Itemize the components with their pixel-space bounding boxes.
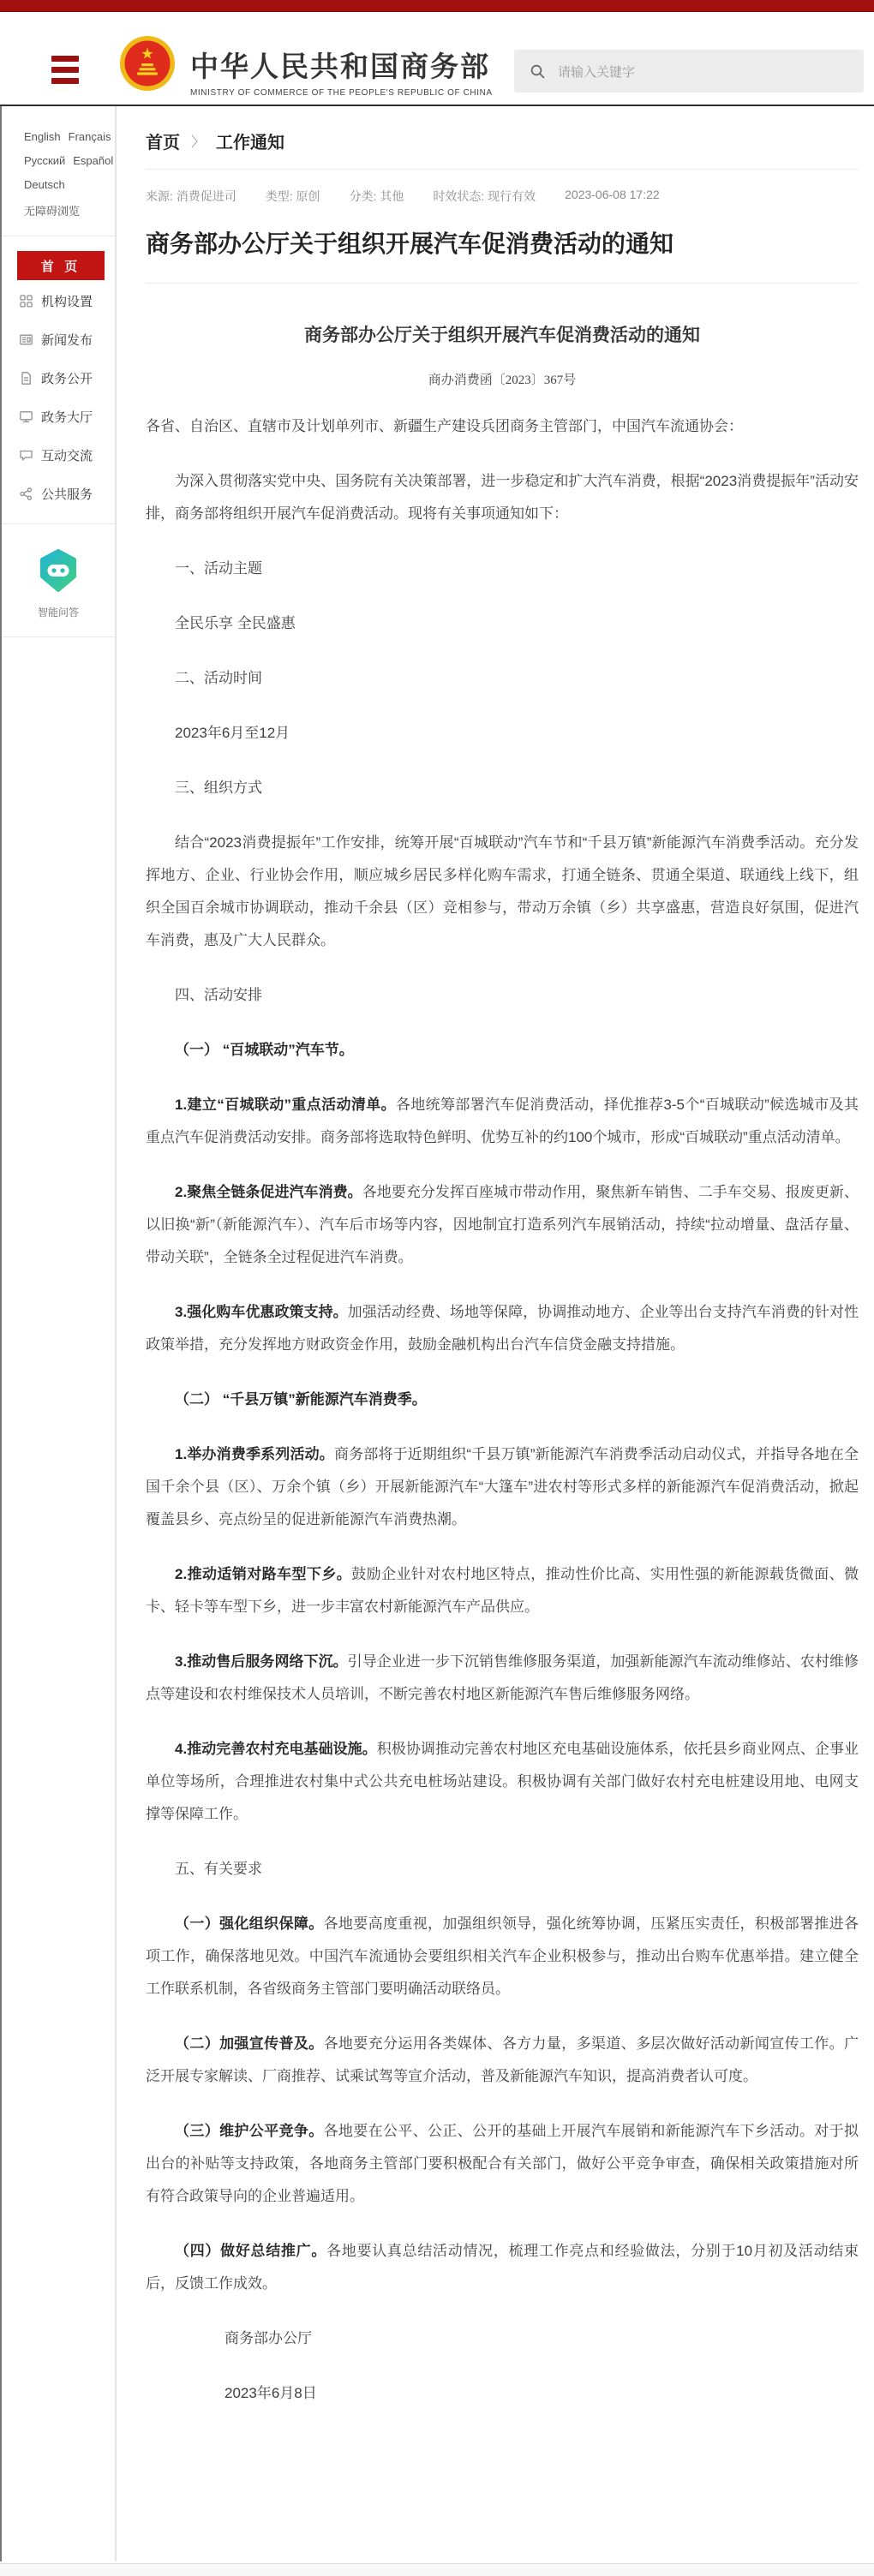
search-icon — [530, 63, 546, 80]
document-paragraphs — [146, 410, 859, 2300]
sidebar-item[interactable] — [2, 359, 115, 397]
document-paragraph — [146, 2028, 859, 2093]
paragraph-text: 三、组织方式 — [175, 780, 262, 797]
paragraph-text: 五、有关要求 — [175, 1861, 262, 1878]
sidebar-item-label: 政务公开 — [41, 372, 93, 386]
breadcrumb-home-link[interactable]: 首页 — [146, 134, 180, 152]
signature-date: 2023年6月8日 — [224, 2385, 317, 2402]
meta-type: 类型: 原创 — [265, 189, 320, 203]
news-icon — [19, 332, 33, 347]
paragraph-text: 各地要充分运用各类媒体、各方力量，多渠道、多层次做好活动新闻宣传工作。广泛开展专家解读、厂商推荐、试乘试驾等宣介活动，普及新能源汽车知识，提高消费者认可度。 — [146, 2035, 859, 2085]
document-title: 商务部办公厅关于组织开展汽车促消费活动的通知 — [304, 325, 700, 346]
language-link[interactable]: Deutsch — [24, 178, 65, 191]
paragraph-text: 商务部将于近期组织“千县万镇”新能源汽车消费季活动启动仪式，并指导各地在全国千余个县（区）、万余个镇（乡）开展新能源汽车“大篷车”进农村等形式多样的新能源汽车促消费活动，掀起覆盖县乡、亮点纷呈的促进新能源汽车消费热潮。 — [146, 1446, 859, 1528]
chat-icon — [19, 448, 33, 463]
sidebar-item-label: 公共服务 — [41, 487, 93, 502]
paragraph-lead: 1.建立“百城联动”重点活动清单。 — [175, 1097, 396, 1114]
paragraph-text: 一、活动主题 — [175, 560, 262, 577]
paragraph-text: 全民乐享 全民盛惠 — [175, 615, 296, 632]
document-paragraph — [146, 717, 859, 750]
document-paragraph — [146, 1908, 859, 2005]
document-paragraph — [146, 2235, 859, 2300]
paragraph-text: 结合“2023消费提振年”工作安排，统筹开展“百城联动”汽车节和“千县万镇”新能源汽车消费季活动。充分发挥地方、企业、行业协会作用，顺应城乡居民多样化购车需求，打通全链条、贯通全渠道、联通线上线下，组织全国百余城市协调联动，推动千余县（区）竞相参与，带动万余镇（乡）共享盛惠，营造良好氛围，促进汽车消费，惠及广大人民群众。 — [146, 834, 859, 949]
paragraph-text: 各地要在公平、公正、公开的基础上开展汽车展销和新能源汽车下乡活动。对于拟出台的补贴等支持政策，各地商务主管部门要积极配合有关部门，做好公平竞争审查，确保相关政策措施对所有符合政策导向的企业普遍适用。 — [146, 2123, 859, 2205]
paragraph-lead: （二）加强宣传普及。 — [175, 2035, 324, 2053]
paragraph-text: 四、活动安排 — [175, 987, 262, 1004]
sidebar-item[interactable] — [2, 475, 115, 513]
document-paragraph — [146, 1384, 859, 1416]
sidebar-item-label: 互动交流 — [41, 449, 93, 463]
breadcrumb-separator-icon: 〉 — [191, 135, 206, 150]
language-link[interactable]: Русский — [24, 154, 66, 167]
paragraph-text: 各地要充分发挥百座城市带动作用，聚焦新车销售、二手车交易、报废更新、以旧换“新”（新能源汽车）、汽车后市场等内容，因地制宜打造系列汽车展销活动，持续“拉动增量、盘活存量、带动关联”，全链条全过程促进汽车消费。 — [146, 1184, 859, 1266]
site-name: 中华人民共和国商务部 — [190, 51, 490, 82]
document-body — [146, 284, 859, 2410]
paragraph-text: 加强活动经费、场地等保障，协调推动地方、企业等出台支持汽车消费的针对性政策举措，充分发挥地方财政资金作用，鼓励金融机构出台汽车信贷金融支持措施。 — [146, 1304, 859, 1354]
document-paragraph — [146, 1089, 859, 1154]
sidebar-item-label: 政务大厅 — [41, 410, 93, 425]
assistant-label: 智能问答 — [37, 607, 79, 619]
sidebar-item[interactable] — [2, 282, 115, 320]
document-paragraph — [146, 1733, 859, 1831]
service-icon — [19, 487, 33, 501]
paragraph-text: 积极协调推动完善农村地区充电基础设施体系，依托县乡商业网点、企事业单位等场所，合理推进农村集中式公共充电桩场站建设。积极协调有关部门做好农村充电桩建设用地、电网支撑等保障工作。 — [146, 1741, 859, 1823]
paragraph-text: 各地要高度重视，加强组织领导，强化统筹协调，压紧压实责任，积极部署推进各项工作，确保落地见效。中国汽车流通协会要组织相关汽车企业积极参与，推动出台购车优惠举措。建立健全工作联系机制，各省级商务主管部门要明确活动联络员。 — [146, 1916, 859, 1998]
paragraph-text: 各省、自治区、直辖市及计划单列市、新疆生产建设兵团商务主管部门，中国汽车流通协会： — [146, 418, 743, 435]
meta-datetime: 2023-06-08 17:22 — [565, 188, 660, 201]
sidebar-item-label: 新闻发布 — [41, 333, 93, 348]
article-meta — [146, 170, 859, 212]
meta-category: 分类: 其他 — [349, 189, 404, 203]
search-placeholder: 请输入关键字 — [558, 64, 636, 80]
sidebar-item[interactable] — [2, 436, 115, 475]
paragraph-text: 鼓励企业针对农村地区特点，推动性价比高、实用性强的新能源载货微面、微卡、轻卡等车型下乡，进一步丰富农村新能源汽车产品供应。 — [146, 1566, 859, 1616]
site-name-english: MINISTRY OF COMMERCE OF THE PEOPLE'S REPUBLIC OF CHINA — [190, 88, 493, 99]
signature-block — [224, 2322, 874, 2410]
paragraph-text: 引导企业进一步下沉销售维修服务渠道，加强新能源汽车流动维修站、农村维修点等建设和农村维保技术人员培训，不断完善农村地区新能源汽车售后维修服务网络。 — [146, 1653, 859, 1703]
paragraph-text: 各地要认真总结活动情况，梳理工作亮点和经验做法，分别于10月初及活动结束后，反馈工作成效。 — [146, 2243, 859, 2292]
smart-qa-assistant[interactable] — [2, 524, 115, 637]
paragraph-lead: （二） “千县万镇”新能源汽车消费季。 — [175, 1391, 427, 1408]
page-bottom-strip — [0, 2563, 874, 2576]
document-paragraph — [146, 2115, 859, 2213]
sidebar-nav — [2, 282, 115, 513]
search-input[interactable] — [514, 50, 864, 93]
top-red-bar — [0, 0, 874, 12]
page-title: 商务部办公厅关于组织开展汽车促消费活动的通知 — [146, 212, 859, 284]
national-emblem-logo — [118, 34, 177, 97]
document-paragraph — [146, 1034, 859, 1067]
meta-validity: 时效状态: 现行有效 — [433, 189, 536, 203]
document-paragraph — [146, 1438, 859, 1536]
language-switcher — [2, 122, 115, 236]
paragraph-lead: 2.推动适销对路车型下乡。 — [175, 1566, 352, 1583]
paragraph-lead: （三）维护公平竞争。 — [175, 2123, 324, 2140]
language-link[interactable]: Español — [73, 154, 114, 167]
site-logo-text — [190, 51, 493, 98]
paragraph-text: 为深入贯彻落实党中央、国务院有关决策部署，进一步稳定和扩大汽车消费，根据“2023消费提振年”活动安排，商务部将组织开展汽车促消费活动。现将有关事项通知如下： — [146, 473, 859, 523]
paragraph-text: 各地统筹部署汽车促消费活动，择优推荐3-5个“百城联动”候选城市及其重点汽车促消费活动安排。商务部将选取特色鲜明、优势互补的约100个城市，形成“百城联动”重点活动清单。 — [146, 1097, 859, 1146]
robot-assistant-icon — [36, 548, 81, 593]
document-paragraph — [146, 1646, 859, 1711]
document-paragraph — [146, 410, 859, 443]
breadcrumb — [146, 106, 859, 170]
sidebar-item[interactable] — [2, 320, 115, 359]
paragraph-lead: 2.聚焦全链条促进汽车消费。 — [175, 1184, 362, 1201]
paragraph-lead: 1.举办消费季系列活动。 — [175, 1446, 334, 1463]
paragraph-text: 2023年6月至12月 — [175, 725, 290, 742]
document-number: 商办消费函〔2023〕367号 — [428, 374, 577, 388]
sidebar-item-label: 机构设置 — [41, 295, 93, 309]
document-paragraph — [146, 772, 859, 804]
document-paragraph — [146, 1296, 859, 1361]
document-paragraph — [146, 1176, 859, 1274]
signature-issuer: 商务部办公厅 — [224, 2330, 312, 2347]
paragraph-lead: 3.推动售后服务网络下沉。 — [175, 1653, 348, 1671]
grid-icon — [19, 294, 33, 308]
main-content — [117, 106, 874, 2561]
document-paragraph — [146, 1558, 859, 1623]
site-header — [0, 12, 874, 106]
breadcrumb-current[interactable]: 工作通知 — [216, 134, 285, 152]
document-paragraph — [146, 465, 859, 530]
paragraph-lead: 4.推动完善农村充电基础设施。 — [175, 1741, 377, 1758]
sidebar-item-home[interactable]: 首 页 — [17, 251, 105, 280]
paragraph-lead: （一） “百城联动”汽车节。 — [175, 1042, 354, 1059]
document-paragraph — [146, 662, 859, 695]
paragraph-lead: 3.强化购车优惠政策支持。 — [175, 1304, 348, 1321]
language-link[interactable]: English — [24, 130, 61, 143]
document-paragraph — [146, 979, 859, 1012]
hamburger-menu-icon[interactable] — [51, 56, 79, 85]
sidebar-item[interactable] — [2, 397, 115, 436]
document-paragraph — [146, 827, 859, 957]
paragraph-lead: （一）强化组织保障。 — [175, 1916, 324, 1933]
monitor-icon — [19, 409, 33, 424]
meta-source: 来源: 消费促进司 — [146, 189, 236, 203]
paragraph-lead: （四）做好总结推广。 — [175, 2243, 327, 2260]
document-paragraph — [146, 607, 859, 640]
sidebar — [2, 106, 117, 2561]
document-paragraph — [146, 1853, 859, 1886]
document-paragraph — [146, 553, 859, 585]
document-icon — [19, 371, 33, 386]
language-link[interactable]: Français — [68, 130, 111, 143]
paragraph-text: 二、活动时间 — [175, 670, 262, 687]
accessibility-link[interactable]: 无障碍浏览 — [24, 205, 81, 218]
